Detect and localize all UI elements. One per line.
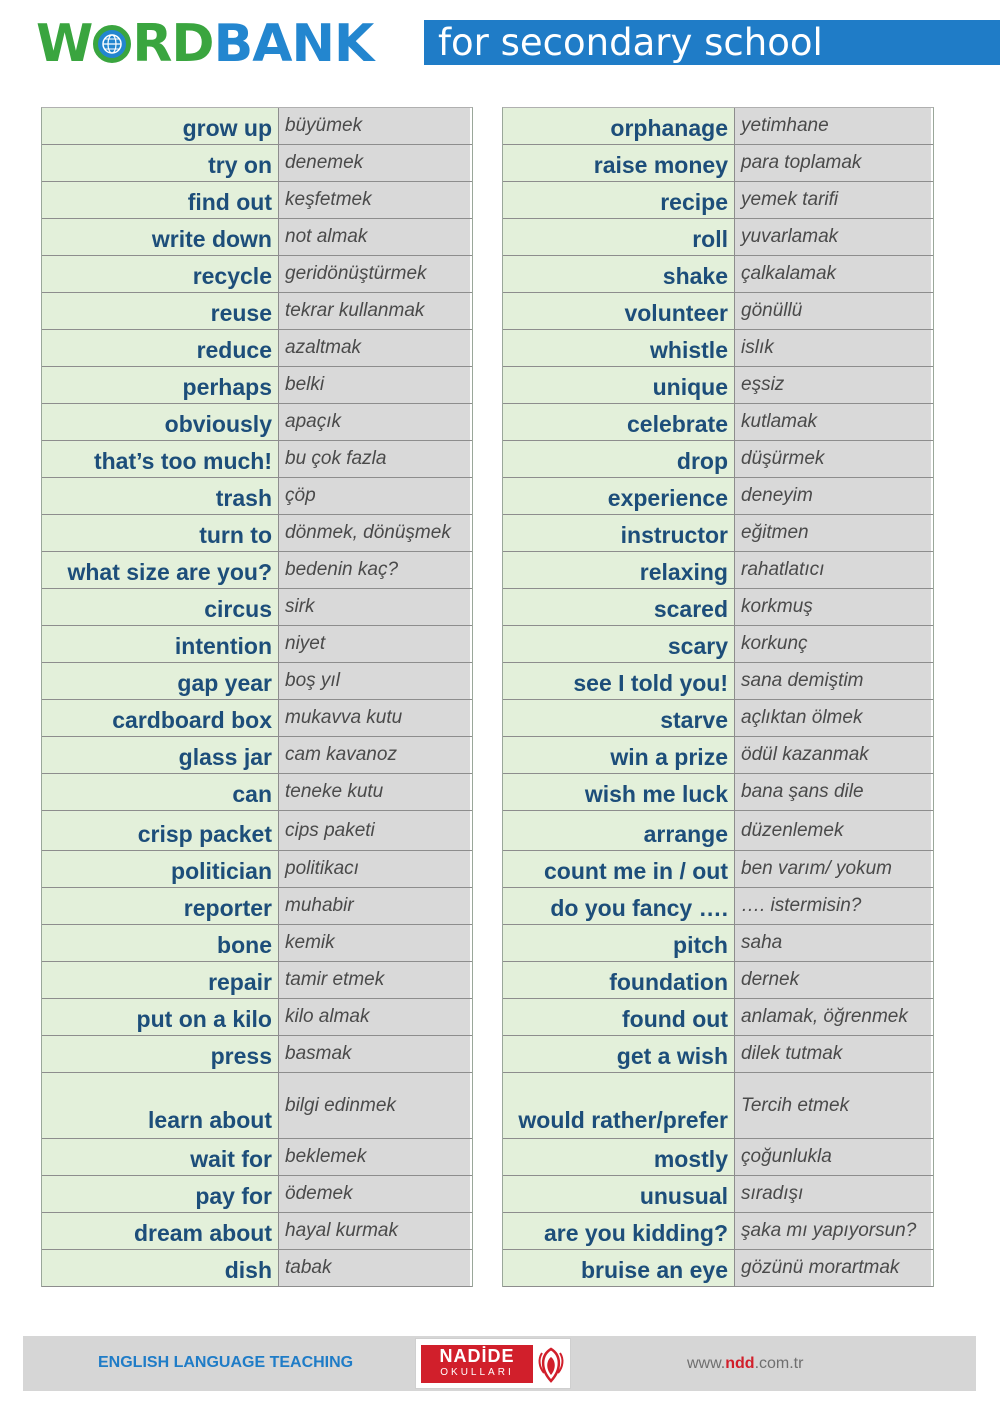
vocabulary-row <box>42 1036 472 1073</box>
english-term: arrange <box>503 811 735 850</box>
turkish-translation: saha <box>735 925 931 961</box>
turkish-translation: bana şans dile <box>735 774 931 810</box>
vocabulary-row <box>503 1036 933 1073</box>
vocabulary-row <box>503 589 933 626</box>
english-term: bone <box>42 925 279 961</box>
turkish-translation: not almak <box>279 219 470 255</box>
nadide-logo-name: NADİDE <box>439 1346 515 1366</box>
english-term: mostly <box>503 1139 735 1175</box>
vocabulary-row <box>42 851 472 888</box>
english-term: roll <box>503 219 735 255</box>
vocabulary-row <box>503 888 933 925</box>
english-term: see I told you! <box>503 663 735 699</box>
turkish-translation: islık <box>735 330 931 366</box>
vocabulary-row <box>503 293 933 330</box>
turkish-translation: teneke kutu <box>279 774 470 810</box>
turkish-translation: korkmuş <box>735 589 931 625</box>
turkish-translation: dilek tutmak <box>735 1036 931 1072</box>
vocabulary-row <box>503 626 933 663</box>
vocabulary-row <box>42 404 472 441</box>
vocabulary-row <box>42 925 472 962</box>
nadide-logo <box>415 1338 571 1389</box>
turkish-translation: apaçık <box>279 404 470 440</box>
vocabulary-row <box>503 182 933 219</box>
vocabulary-row <box>42 515 472 552</box>
turkish-translation: sıradışı <box>735 1176 931 1212</box>
vocabulary-row <box>503 1139 933 1176</box>
turkish-translation: rahatlatıcı <box>735 552 931 588</box>
vocabulary-row <box>503 515 933 552</box>
english-term: experience <box>503 478 735 514</box>
english-term: crisp packet <box>42 811 279 850</box>
turkish-translation: cips paketi <box>279 811 470 850</box>
vocabulary-row <box>503 441 933 478</box>
turkish-translation: kutlamak <box>735 404 931 440</box>
english-term: relaxing <box>503 552 735 588</box>
turkish-translation: boş yıl <box>279 663 470 699</box>
vocabulary-row <box>503 999 933 1036</box>
vocabulary-row <box>42 1139 472 1176</box>
english-term: raise money <box>503 145 735 181</box>
vocabulary-row <box>42 589 472 626</box>
turkish-translation: dernek <box>735 962 931 998</box>
vocabulary-row <box>42 1250 472 1287</box>
turkish-translation: ben varım/ yokum <box>735 851 931 887</box>
english-term: put on a kilo <box>42 999 279 1035</box>
english-term: instructor <box>503 515 735 551</box>
vocabulary-row <box>42 145 472 182</box>
turkish-translation: düşürmek <box>735 441 931 477</box>
english-term: can <box>42 774 279 810</box>
vocabulary-row <box>42 552 472 589</box>
turkish-translation: Tercih etmek <box>735 1073 931 1138</box>
english-term: pay for <box>42 1176 279 1212</box>
vocabulary-row <box>42 293 472 330</box>
turkish-translation: düzenlemek <box>735 811 931 850</box>
turkish-translation: geridönüştürmek <box>279 256 470 292</box>
nadide-logo-box <box>421 1345 533 1383</box>
english-term: glass jar <box>42 737 279 773</box>
vocabulary-row <box>503 552 933 589</box>
english-term: whistle <box>503 330 735 366</box>
vocabulary-table-right <box>502 107 934 1287</box>
turkish-translation: politikacı <box>279 851 470 887</box>
turkish-translation: anlamak, öğrenmek <box>735 999 931 1035</box>
vocabulary-row <box>42 478 472 515</box>
english-term: shake <box>503 256 735 292</box>
english-term: that’s too much! <box>42 441 279 477</box>
turkish-translation: bu çok fazla <box>279 441 470 477</box>
turkish-translation: kilo almak <box>279 999 470 1035</box>
english-term: scary <box>503 626 735 662</box>
english-term: wait for <box>42 1139 279 1175</box>
turkish-translation: yemek tarifi <box>735 182 931 218</box>
turkish-translation: belki <box>279 367 470 403</box>
english-term: dish <box>42 1250 279 1286</box>
vocabulary-row <box>503 811 933 851</box>
globe-icon <box>93 25 131 63</box>
turkish-translation: ödemek <box>279 1176 470 1212</box>
english-term: orphanage <box>503 108 735 144</box>
turkish-translation: eşsiz <box>735 367 931 403</box>
turkish-translation: bilgi edinmek <box>279 1073 470 1138</box>
turkish-translation: mukavva kutu <box>279 700 470 736</box>
vocabulary-row <box>42 663 472 700</box>
vocabulary-row <box>503 962 933 999</box>
vocabulary-row <box>42 1176 472 1213</box>
logo-word-part-2: BANK <box>213 14 374 74</box>
english-term: reporter <box>42 888 279 924</box>
tulip-emblem-icon <box>536 1345 566 1385</box>
vocabulary-row <box>503 774 933 811</box>
turkish-translation: tabak <box>279 1250 470 1286</box>
english-term: starve <box>503 700 735 736</box>
turkish-translation: çöp <box>279 478 470 514</box>
vocabulary-row <box>503 145 933 182</box>
turkish-translation: sirk <box>279 589 470 625</box>
turkish-translation: azaltmak <box>279 330 470 366</box>
turkish-translation: tekrar kullanmak <box>279 293 470 329</box>
english-term: win a prize <box>503 737 735 773</box>
english-term: do you fancy …. <box>503 888 735 924</box>
english-term: reuse <box>42 293 279 329</box>
english-term: intention <box>42 626 279 662</box>
header <box>0 0 1000 80</box>
turkish-translation: çoğunlukla <box>735 1139 931 1175</box>
website-brand: ndd <box>725 1355 755 1372</box>
vocabulary-row <box>42 367 472 404</box>
vocabulary-row <box>503 256 933 293</box>
english-term: find out <box>42 182 279 218</box>
vocabulary-row <box>503 700 933 737</box>
english-term: what size are you? <box>42 552 279 588</box>
english-term: repair <box>42 962 279 998</box>
footer-department-label: ENGLISH LANGUAGE TEACHING <box>98 1354 354 1371</box>
turkish-translation: eğitmen <box>735 515 931 551</box>
vocabulary-row <box>42 888 472 925</box>
turkish-translation: keşfetmek <box>279 182 470 218</box>
footer <box>23 1336 976 1391</box>
vocabulary-row <box>42 962 472 999</box>
english-term: found out <box>503 999 735 1035</box>
turkish-translation: çalkalamak <box>735 256 931 292</box>
vocabulary-row <box>42 256 472 293</box>
vocabulary-row <box>503 851 933 888</box>
english-term: count me in / out <box>503 851 735 887</box>
vocabulary-row <box>42 219 472 256</box>
turkish-translation: basmak <box>279 1036 470 1072</box>
english-term: celebrate <box>503 404 735 440</box>
turkish-translation: niyet <box>279 626 470 662</box>
english-term: volunteer <box>503 293 735 329</box>
vocabulary-row <box>503 1073 933 1139</box>
english-term: pitch <box>503 925 735 961</box>
vocabulary-row <box>42 999 472 1036</box>
english-term: unique <box>503 367 735 403</box>
vocabulary-row <box>42 108 472 145</box>
turkish-translation: ödül kazanmak <box>735 737 931 773</box>
english-term: wish me luck <box>503 774 735 810</box>
logo-word-part-1b: RD <box>132 14 214 74</box>
vocabulary-row <box>42 774 472 811</box>
turkish-translation: …. istermisin? <box>735 888 931 924</box>
subtitle-banner: for secondary school <box>424 20 1000 65</box>
turkish-translation: beklemek <box>279 1139 470 1175</box>
vocabulary-row <box>503 219 933 256</box>
turkish-translation: kemik <box>279 925 470 961</box>
english-term: drop <box>503 441 735 477</box>
website-url <box>687 1355 803 1373</box>
english-term: scared <box>503 589 735 625</box>
vocabulary-row <box>503 330 933 367</box>
turkish-translation: tamir etmek <box>279 962 470 998</box>
english-term: obviously <box>42 404 279 440</box>
english-term: circus <box>42 589 279 625</box>
nadide-logo-sub: OKULLARI <box>440 1367 514 1378</box>
logo-word-part-1a: W <box>36 14 93 74</box>
wordbank-logo <box>36 14 373 74</box>
vocabulary-row <box>503 925 933 962</box>
vocabulary-row <box>42 626 472 663</box>
turkish-translation: açlıktan ölmek <box>735 700 931 736</box>
english-term: try on <box>42 145 279 181</box>
turkish-translation: para toplamak <box>735 145 931 181</box>
turkish-translation: korkunç <box>735 626 931 662</box>
english-term: grow up <box>42 108 279 144</box>
vocabulary-row <box>503 1213 933 1250</box>
english-term: cardboard box <box>42 700 279 736</box>
vocabulary-row <box>42 811 472 851</box>
turkish-translation: muhabir <box>279 888 470 924</box>
english-term: unusual <box>503 1176 735 1212</box>
english-term: get a wish <box>503 1036 735 1072</box>
turkish-translation: deneyim <box>735 478 931 514</box>
turkish-translation: gönüllü <box>735 293 931 329</box>
turkish-translation: gözünü morartmak <box>735 1250 931 1286</box>
turkish-translation: yetimhane <box>735 108 931 144</box>
turkish-translation: hayal kurmak <box>279 1213 470 1249</box>
turkish-translation: bedenin kaç? <box>279 552 470 588</box>
vocabulary-row <box>503 663 933 700</box>
english-term: recycle <box>42 256 279 292</box>
english-term: recipe <box>503 182 735 218</box>
turkish-translation: yuvarlamak <box>735 219 931 255</box>
english-term: reduce <box>42 330 279 366</box>
english-term: dream about <box>42 1213 279 1249</box>
vocabulary-row <box>42 182 472 219</box>
vocabulary-row <box>503 404 933 441</box>
vocabulary-row <box>42 1073 472 1139</box>
english-term: trash <box>42 478 279 514</box>
turkish-translation: büyümek <box>279 108 470 144</box>
vocabulary-row <box>42 330 472 367</box>
vocabulary-row <box>42 700 472 737</box>
english-term: turn to <box>42 515 279 551</box>
vocabulary-row <box>503 1176 933 1213</box>
english-term: learn about <box>42 1073 279 1138</box>
website-suffix: .com.tr <box>754 1355 804 1372</box>
english-term: write down <box>42 219 279 255</box>
turkish-translation: dönmek, dönüşmek <box>279 515 470 551</box>
english-term: gap year <box>42 663 279 699</box>
vocabulary-row <box>503 478 933 515</box>
english-term: press <box>42 1036 279 1072</box>
turkish-translation: denemek <box>279 145 470 181</box>
english-term: are you kidding? <box>503 1213 735 1249</box>
vocabulary-table-left <box>41 107 473 1287</box>
english-term: bruise an eye <box>503 1250 735 1286</box>
vocabulary-row <box>42 1213 472 1250</box>
vocabulary-row <box>503 737 933 774</box>
turkish-translation: cam kavanoz <box>279 737 470 773</box>
turkish-translation: sana demiştim <box>735 663 931 699</box>
vocabulary-row <box>503 367 933 404</box>
website-prefix: www. <box>687 1355 726 1372</box>
english-term: would rather/prefer <box>503 1073 735 1138</box>
english-term: politician <box>42 851 279 887</box>
english-term: foundation <box>503 962 735 998</box>
vocabulary-row <box>42 737 472 774</box>
vocabulary-row <box>42 441 472 478</box>
vocabulary-row <box>503 108 933 145</box>
vocabulary-row <box>503 1250 933 1287</box>
turkish-translation: şaka mı yapıyorsun? <box>735 1213 931 1249</box>
english-term: perhaps <box>42 367 279 403</box>
